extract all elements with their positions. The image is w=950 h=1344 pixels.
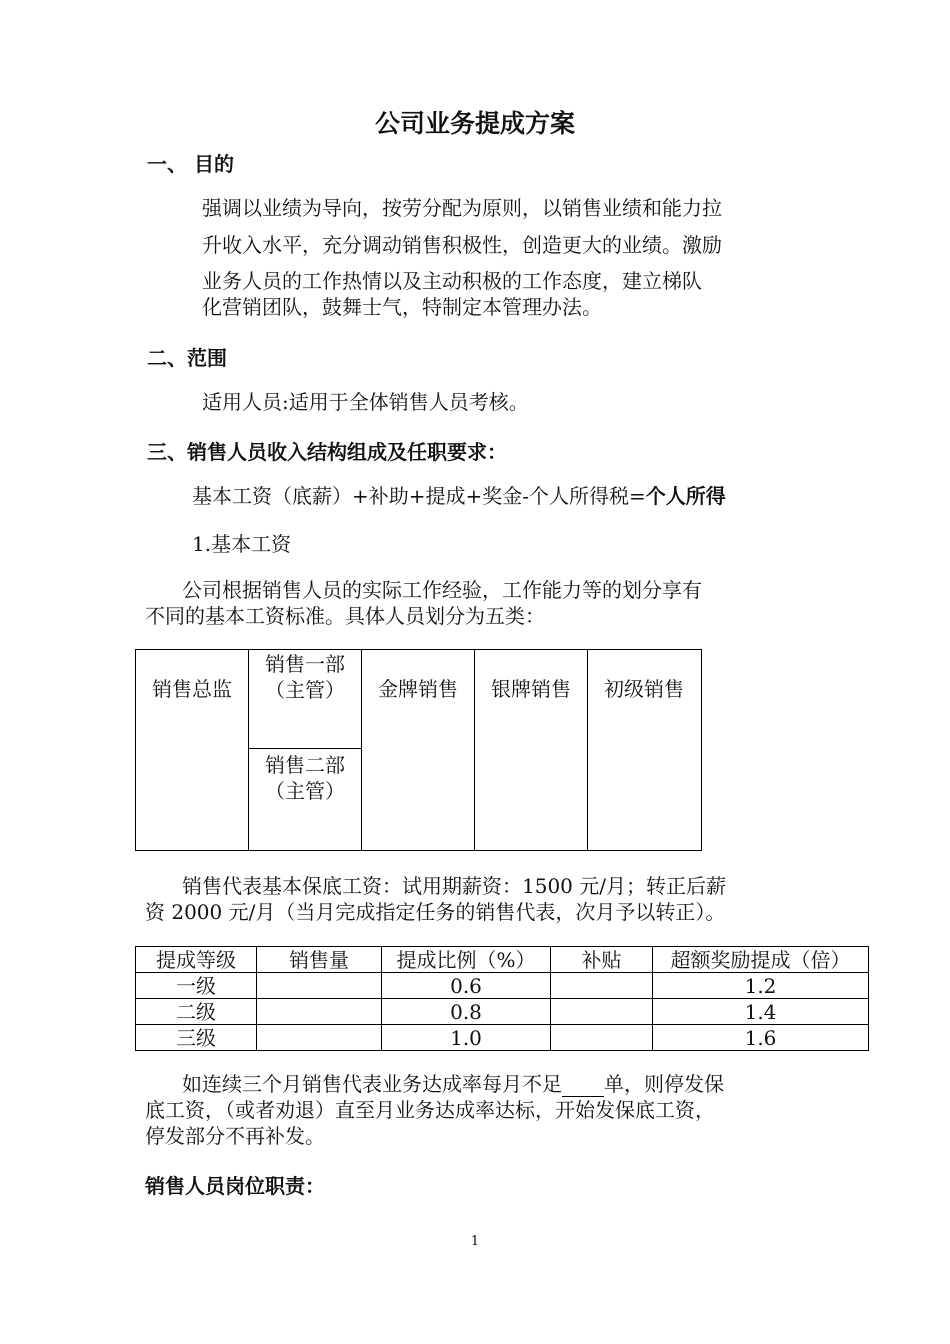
- table1-row-divider: [249, 748, 362, 749]
- section2-heading: 二、范围: [147, 346, 227, 370]
- stop-line-2: 底工资，（或者劝退）直至月业务达成率达标，开始发保底工资，: [145, 1098, 715, 1122]
- cell-bonus: 1.6: [653, 1025, 869, 1051]
- cell-junior-sales: 初级销售: [604, 677, 684, 701]
- formula-line: [192, 483, 726, 509]
- header-volume: 销售量: [257, 947, 382, 973]
- formula-result: 个人所得: [645, 484, 726, 508]
- cell-rate: 1.0: [382, 1025, 551, 1051]
- section1-line-1: 强调以业绩为导向，按劳分配为原则，以销售业绩和能力拉: [202, 196, 722, 220]
- blank-underline: [562, 1076, 604, 1097]
- cell-rate: 0.8: [382, 999, 551, 1025]
- cell-bonus: 1.2: [653, 973, 869, 999]
- subheading-base-salary: 1.基本工资: [192, 532, 292, 556]
- cell-dept2-line1: 销售二部: [265, 753, 345, 777]
- table-row: [136, 973, 869, 999]
- cell-rate: 0.6: [382, 973, 551, 999]
- formula-prefix: 基本工资（底薪）+补助+提成+奖金-个人所得税=: [192, 484, 646, 508]
- section3-para-line-1: 公司根据销售人员的实际工作经验，工作能力等的划分享有: [182, 578, 702, 602]
- cell-volume: [257, 1025, 382, 1051]
- table-header-row: [136, 947, 869, 973]
- header-grade: 提成等级: [136, 947, 257, 973]
- cell-volume: [257, 999, 382, 1025]
- section1-heading: 一、 目的: [147, 152, 234, 176]
- header-rate: 提成比例（%）: [382, 947, 551, 973]
- cell-volume: [257, 973, 382, 999]
- cell-dept1-line2: （主管）: [265, 678, 345, 702]
- cell-grade: 一级: [136, 973, 257, 999]
- salary-line-1: 销售代表基本保底工资：试用期薪资：1500 元/月；转正后薪: [182, 874, 726, 898]
- cell-dept2-line2: （主管）: [265, 779, 345, 803]
- cell-grade: 三级: [136, 1025, 257, 1051]
- stop-line-1: [182, 1071, 724, 1097]
- stop-line-1-prefix: 如连续三个月销售代表业务达成率每月不足: [182, 1072, 562, 1096]
- table-row: [136, 1025, 869, 1051]
- section1-line-4: 化营销团队，鼓舞士气，特制定本管理办法。: [202, 295, 602, 319]
- cell-subsidy: [551, 973, 653, 999]
- header-subsidy: 补贴: [551, 947, 653, 973]
- section2-line: 适用人员:适用于全体销售人员考核。: [202, 390, 529, 414]
- page-title: 公司业务提成方案: [374, 109, 575, 138]
- cell-subsidy: [551, 999, 653, 1025]
- section1-line-2: 升收入水平，充分调动销售积极性，创造更大的业绩。激励: [202, 233, 722, 257]
- stop-line-1-suffix: 单，则停发保: [604, 1072, 724, 1096]
- cell-subsidy: [551, 1025, 653, 1051]
- header-bonus: 超额奖励提成（倍）: [653, 947, 869, 973]
- page-number: 1: [470, 1234, 480, 1249]
- duties-heading: 销售人员岗位职责：: [145, 1174, 325, 1198]
- cell-dept1-line1: 销售一部: [265, 652, 345, 676]
- cell-silver-sales: 银牌销售: [491, 677, 571, 701]
- cell-grade: 二级: [136, 999, 257, 1025]
- staff-category-table: [135, 649, 702, 851]
- cell-gold-sales: 金牌销售: [378, 677, 458, 701]
- section1-line-3: 业务人员的工作热情以及主动积极的工作态度，建立梯队: [202, 269, 702, 293]
- section3-heading: 三、销售人员收入结构组成及任职要求：: [147, 440, 507, 464]
- salary-line-2: 资 2000 元/月（当月完成指定任务的销售代表，次月予以转正）。: [145, 900, 726, 924]
- section3-para-line-2: 不同的基本工资标准。具体人员划分为五类：: [145, 604, 545, 628]
- table-row: [136, 999, 869, 1025]
- cell-bonus: 1.4: [653, 999, 869, 1025]
- cell-sales-director: 销售总监: [152, 677, 232, 701]
- stop-line-3: 停发部分不再补发。: [145, 1124, 325, 1148]
- commission-table: [135, 946, 869, 1051]
